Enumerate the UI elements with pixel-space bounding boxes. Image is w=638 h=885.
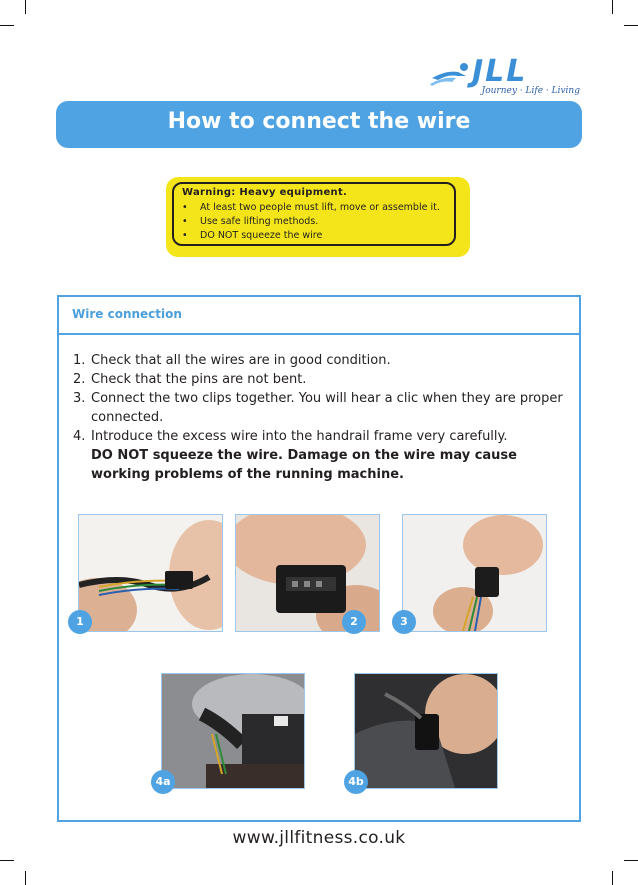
photo-label-badge: 1 (68, 610, 92, 634)
runner-icon (428, 62, 474, 88)
photo-label-badge: 2 (342, 610, 366, 634)
step-warning-text: DO NOT squeeze the wire. Damage on the wire may cause working problems of the running machine. (91, 448, 517, 482)
warning-title: Warning: Heavy equipment. (182, 187, 348, 198)
photo-step-3 (402, 514, 547, 632)
crop-mark (25, 0, 26, 14)
step-text: Check that all the wires are in good condition. (91, 353, 391, 368)
hands-connector-image (79, 515, 222, 631)
step-number: 3. (73, 391, 86, 406)
warning-item (182, 229, 454, 243)
footer-url: www.jllfitness.co.uk (232, 828, 406, 848)
steps-list (73, 351, 573, 484)
bullet-icon: • (182, 216, 188, 227)
crop-mark (25, 871, 26, 885)
section-title: Wire connection (72, 307, 182, 321)
step-item (73, 427, 573, 484)
crop-mark (612, 0, 613, 14)
warning-frame (172, 182, 456, 246)
step-number: 1. (73, 353, 86, 368)
crop-mark (0, 860, 14, 861)
title-banner (56, 101, 582, 148)
crop-mark (624, 860, 638, 861)
photo-label-badge: 4b (344, 770, 368, 794)
step-item (73, 370, 573, 389)
step-number: 2. (73, 372, 86, 387)
step-text: Connect the two clips together. You will hear a clic when they are proper connected. (91, 391, 563, 425)
handrail-wire-image (162, 674, 304, 788)
warning-item (182, 215, 454, 229)
step-number: 4. (73, 429, 86, 444)
warning-item-text: At least two people must lift, move or assemble it. (200, 202, 440, 213)
crop-mark (624, 25, 638, 26)
step-text: Introduce the excess wire into the handrail frame very carefully. (91, 429, 508, 444)
page-title: How to connect the wire (167, 109, 471, 134)
photo-step-4b (354, 673, 498, 789)
wire-inserted-image (355, 674, 497, 788)
step-text: Check that the pins are not bent. (91, 372, 307, 387)
warning-box (166, 177, 470, 257)
panel-header (59, 297, 579, 335)
logo-tagline: Journey · Life · Living (481, 86, 580, 96)
warning-item-text: DO NOT squeeze the wire (200, 230, 323, 241)
photo-label-badge: 3 (392, 610, 416, 634)
clips-connected-image (403, 515, 546, 631)
crop-mark (0, 25, 14, 26)
photo-step-1 (78, 514, 223, 632)
logo-wordmark: JLL (472, 54, 528, 89)
warning-item (182, 201, 454, 215)
crop-mark (612, 871, 613, 885)
photo-label-badge: 4a (151, 770, 175, 794)
bullet-icon: • (182, 230, 188, 241)
photo-step-4a (161, 673, 305, 789)
brand-logo (428, 54, 580, 96)
warning-item-text: Use safe lifting methods. (200, 216, 319, 227)
bullet-icon: • (182, 202, 188, 213)
step-item (73, 351, 573, 370)
step-item (73, 389, 573, 427)
